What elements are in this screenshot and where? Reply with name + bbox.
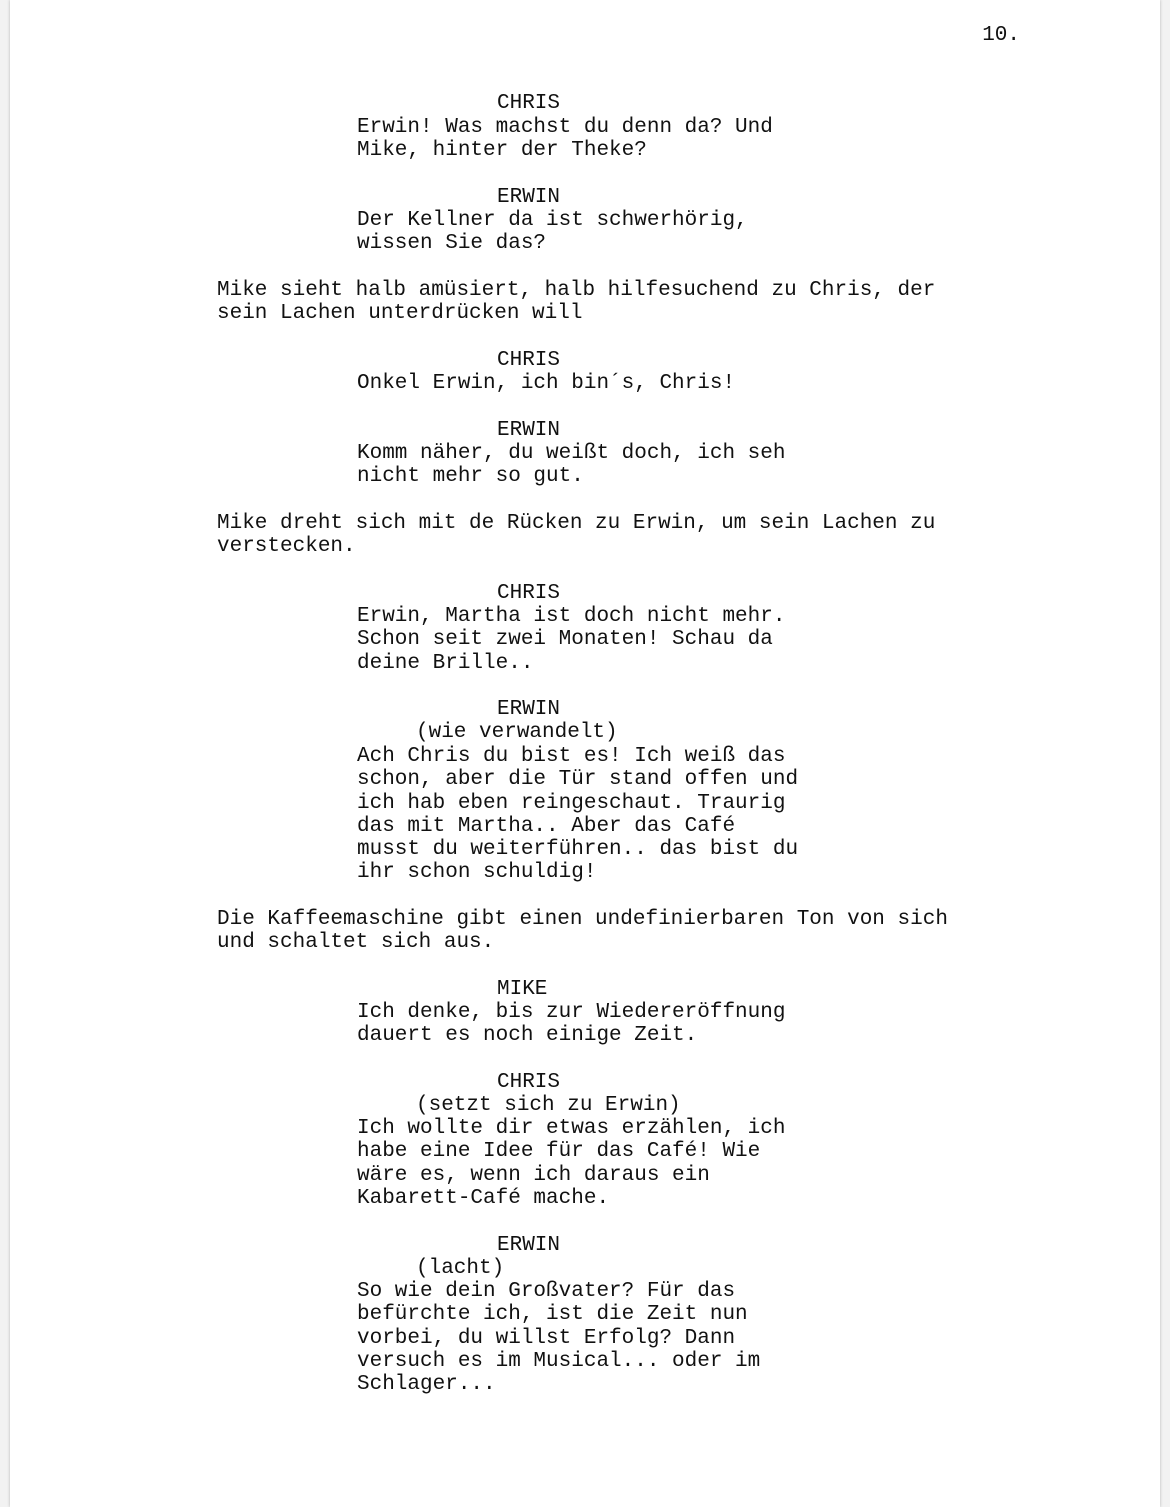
action-line: Mike dreht sich mit de Rücken zu Erwin, um sein Lachen zu verstecken. — [217, 512, 936, 559]
dialogue: Erwin! Was machst du denn da? Und Mike, hinter der Theke? — [357, 116, 773, 163]
dialogue: Der Kellner da ist schwerhörig, wissen Sie das? — [357, 209, 748, 256]
dialogue: So wie dein Großvater? Für das befürchte ich, ist die Zeit nun vorbei, du willst Erfolg? Dann versuch es im Musical... oder im Schlager... — [357, 1280, 761, 1397]
script-page — [10, 0, 1160, 1507]
action-line: Die Kaffeemaschine gibt einen undefinierbaren Ton von sich und schaltet sich aus. — [217, 908, 948, 955]
character-name: ERWIN — [497, 419, 561, 442]
parenthetical: (wie verwandelt) — [416, 721, 618, 744]
dialogue: Ich wollte dir etwas erzählen, ich habe eine Idee für das Café! Wie wäre es, wenn ich daraus ein Kabarett-Café mache. — [357, 1117, 786, 1210]
character-name: CHRIS — [497, 1071, 561, 1094]
character-name: MIKE — [497, 978, 548, 1001]
dialogue: Erwin, Martha ist doch nicht mehr. Schon seit zwei Monaten! Schau da deine Brille.. — [357, 605, 786, 675]
dialogue: Komm näher, du weißt doch, ich seh nicht mehr so gut. — [357, 442, 786, 489]
character-name: ERWIN — [497, 186, 561, 209]
character-name: CHRIS — [497, 582, 561, 605]
page-number: 10. — [982, 24, 1020, 47]
parenthetical: (setzt sich zu Erwin) — [416, 1094, 681, 1117]
action-line: Mike sieht halb amüsiert, halb hilfesuchend zu Chris, der sein Lachen unterdrücken will — [217, 279, 936, 326]
character-name: CHRIS — [497, 349, 561, 372]
parenthetical: (lacht) — [416, 1257, 505, 1280]
character-name: ERWIN — [497, 1234, 561, 1257]
dialogue: Ach Chris du bist es! Ich weiß das schon, aber die Tür stand offen und ich hab eben reingeschaut. Traurig das mit Martha.. Aber das Café musst du weiterführen.. das bist du ihr schon schuldig! — [357, 745, 799, 885]
character-name: CHRIS — [497, 92, 561, 115]
dialogue: Ich denke, bis zur Wiedereröffnung dauert es noch einige Zeit. — [357, 1001, 786, 1048]
dialogue: Onkel Erwin, ich bin´s, Chris! — [357, 372, 736, 395]
character-name: ERWIN — [497, 698, 561, 721]
